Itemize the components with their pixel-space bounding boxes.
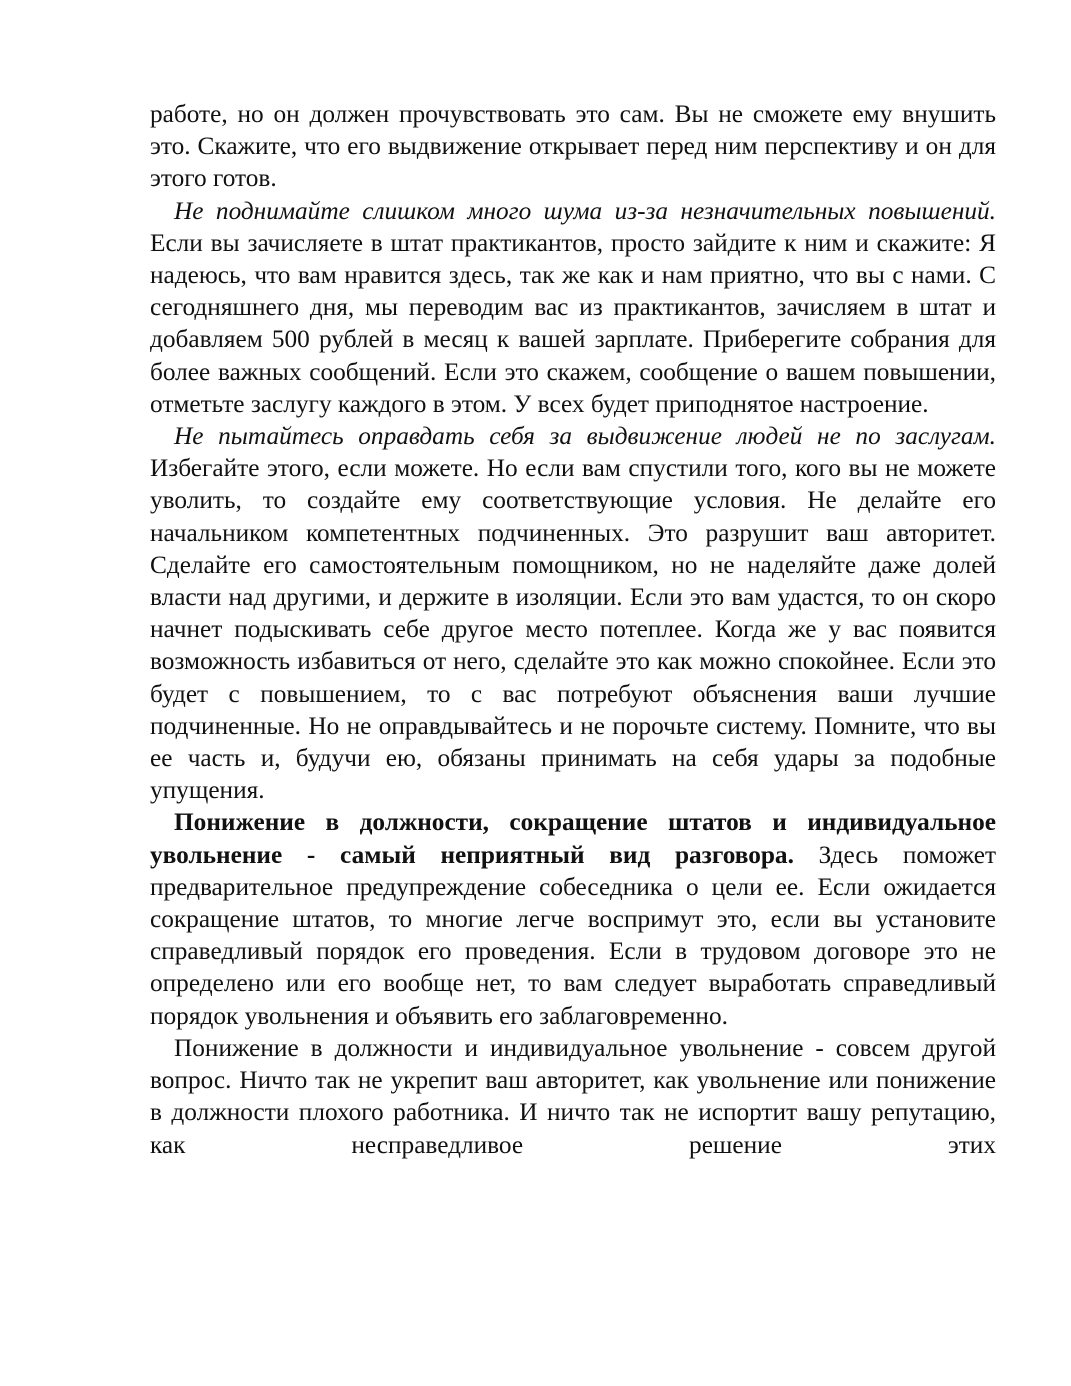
paragraph-3	[150, 420, 996, 806]
paragraph-5-text: Понижение в должности и индивидуальное увольнение - совсем другой вопрос. Ничто так не укрепит ваш авторитет, как увольнение или понижение в должности плохого работника. И ничто так не испортит вашу репутацию, как несправедливое решение этих	[150, 1033, 996, 1159]
paragraph-4-lead: Понижение в должности, сокращение штатов и индивидуальное увольнение - самый неприятный вид разговора.	[150, 808, 996, 869]
paragraph-1-text: работе, но он должен прочувствовать это сам. Вы не сможете ему внушить это. Скажите, что его выдвижение открывает перед ним перспективу и он для этого готов.	[150, 100, 996, 193]
paragraph-2	[150, 195, 996, 420]
paragraph-2-text: Если вы зачисляете в штат практикантов, просто зайдите к ним и скажите: Я надеюсь, что вам нравится здесь, так же как и нам приятно, что вы с нами. С сегодняшнего дня, мы переводим вас из практикантов, зачисляем в штат и добавляем 500 рублей в месяц к вашей зарплате. Приберегите собрания для более важных сообщений. Если это скажем, сообщение о вашем повышении, отметьте заслугу каждого в этом. У всех будет приподнятое настроение.	[150, 228, 996, 418]
paragraph-4	[150, 806, 996, 1031]
paragraph-3-text: Избегайте этого, если можете. Но если вам спустили того, кого вы не можете уволить, то создайте ему соответствующие условия. Не делайте его начальником компетентных подчиненных. Это разрушит ваш авторитет. Сделайте его самостоятельным помощником, но не наделяйте даже долей власти над другими, и держите в изоляции. Если это вам удастся, то он скоро начнет подыскивать себе другое место потеплее. Когда же у вас появится возможность избавиться от него, сделайте это как можно спокойнее. Если это будет с повышением, то с вас потребуют объяснения ваши лучшие подчиненные. Но не оправдывайтесь и не порочьте систему. Помните, что вы ее часть и, будучи ею, обязаны принимать на себя удары за подобные упущения.	[150, 454, 996, 805]
paragraph-3-lead: Не пытайтесь оправдать себя за выдвижение людей не по заслугам.	[174, 422, 996, 451]
paragraph-1	[150, 98, 996, 195]
paragraph-4-text: Здесь поможет предварительное предупреждение собеседника о цели ее. Если ожидается сокращение штатов, то многие легче воспримут это, если вы установите справедливый порядок его проведения. Если в трудовом договоре это не определено или его вообще нет, то вам следует выработать справедливый порядок увольнения и объявить его заблаговременно.	[150, 840, 997, 1030]
document-page	[150, 98, 996, 1161]
paragraph-2-lead: Не поднимайте слишком много шума из-за незначительных повышений.	[174, 196, 996, 225]
paragraph-5	[150, 1032, 996, 1161]
